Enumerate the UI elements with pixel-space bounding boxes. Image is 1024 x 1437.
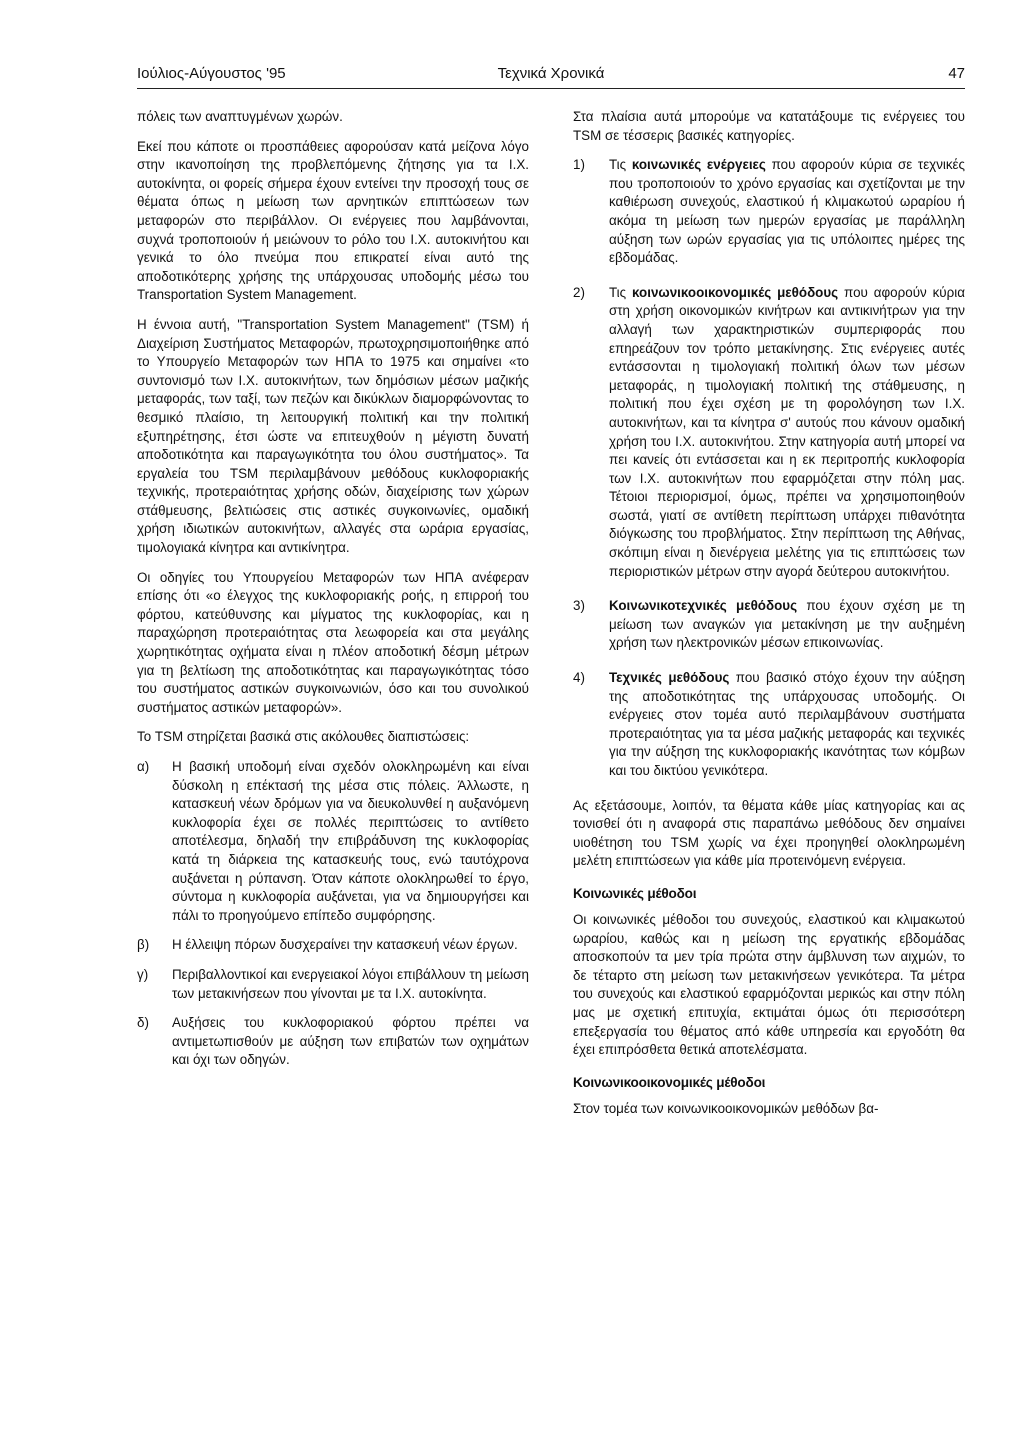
intro-paragraph: Στα πλαίσια αυτά μπορούμε να κατατάξουμε τις ενέργειες του TSM σε τέσσερις βασικές κατηγορίες. (573, 109, 965, 143)
transition-paragraph: Ας εξετάσουμε, λοιπόν, τα θέματα κάθε μίας κατηγορίας και ας τονισθεί ότι η αναφορά στις παραπάνω μεθόδους δεν σημαίνει υιοθέτηση του TSM χωρίς να έχει προηγηθεί ολοκληρωμένη μελέτη επιπτώσεων για κάθε μία προτεινόμενη ενέργεια. (573, 797, 965, 869)
category-text: που αφορούν κύρια σε τεχνικές που τροποποιούν το χρόνο εργασίας και σχετίζονται με την καθιέρωση συνεχούς, ελαστικού ή κλιμακωτού ωραρίου ή ακόμα τη μείωση των ημερών εργασίας με παράλληλη αύξηση των ωρών εργασίας για τις υπόλοιπες ημέρες της εβδομάδας. (609, 157, 965, 266)
list-text: Αυξήσεις του κυκλοφοριακού φόρτου πρέπει να αντιμετωπισθούν με αύξηση των επιβατών των οχημάτων και όχι των οδηγών. (172, 1015, 529, 1068)
list-item (137, 1014, 529, 1070)
list-item (137, 936, 529, 955)
paragraph-1: πόλεις των αναπτυγμένων χωρών. (137, 109, 343, 124)
list-marker: β) (137, 937, 150, 953)
section-heading-socioeconomic: Κοινωνικοοικονομικές μέθοδοι (573, 1074, 766, 1090)
left-column (137, 108, 529, 1081)
category-text: που αφορούν κύρια στη χρήση οικονομικών κινήτρων και αντικινήτρων για την αλλαγή των χαρακτηριστικών συμπεριφοράς που επηρεάζουν τον τρόπο μετακίνησης. Στις ενέργειες αυτές εντάσσονται η τιμολογιακή πολιτική όλων των μέσων μεταφοράς, η τιμολογιακή πολιτική της στάθμευσης, η πολιτική που έχει σχέση με τη φορολόγηση των Ι.Χ. αυτοκινήτων, και τα κίνητρα σ' αυτούς που κάνουν ομαδική χρήση του Ι.Χ. αυτοκινήτου. Στην κατηγορία αυτή μπορεί να πει κανείς ότι εντάσσεται και η εκ περιτροπής κυκλοφορία των Ι.Χ. αυτοκινήτων που εφαρμόζεται στην πόλη μας. Τέτοιοι περιορισμοί, όμως, πρέπει να χρησιμοποιηθούν σωστά, γιατί σε αντίθετη περίπτωση υπάρχει πιθανότητα διόγκωσης του προβλήματος. Στην περίπτωση της Αθήνας, σκόπιμη είναι η διενέργεια μελέτης για τις επιπτώσεις των περιοριστικών μέτρων στην αγορά δεύτερου αυτοκινήτου. (609, 284, 965, 579)
category-text: που έχουν σχέση με τη μείωση των αναγκών για μετακίνηση με την αυξημένη χρήση των ηλεκτρονικών μέσων επικοινωνίας. (609, 598, 965, 651)
paragraph-4: Οι οδηγίες του Υπουργείου Μεταφορών των ΗΠΑ ανέφεραν επίσης ότι «ο έλεγχος της κυκλοφοριακής ροής, η επιρροή του φόρτου, κατεύθυνσης και μίγματος της κυκλοφορίας, και η παραχώρηση προτεραιότητας στα λεωφορεία και στα μεγάλης χωρητικότητας οχήματα είναι η πλέον αποδοτική δέσμη μέτρων για τη βελτίωση της αποδοτικότητας και παραγωγικότητας τόσο του συστήματος αστικών συγκοινωνιών, όσο και του συνολικού συστήματος αστικών μεταφορών». (137, 569, 529, 715)
list-marker: δ) (137, 1015, 149, 1031)
section-text-social: Οι κοινωνικές μέθοδοι του συνεχούς, ελαστικού και κλιμακωτού ωραρίου, καθώς και η μείωση της εργατικής εβδομάδας αποσκοπούν τα μεν τρία πρώτα στην άμβλυνση των αιχμών, το δε τέταρτο στη μείωση των μετακινήσεων γενικότερα. Τα μέτρα του συνεχούς και ελαστικού εφαρμόζονται μερικώς και στην πόλη μας με σχετική επιτυχία, εκτιμάται όμως ότι περισσότερη επεξεργασία του θέματος από κάθε υπηρεσία και εργοδότη θα έχει επιπρόσθετα θετικά αποτελέσματα. (573, 911, 965, 1058)
category-number: 2) (573, 284, 585, 300)
list-text: Η έλλειψη πόρων δυσχεραίνει την κατασκευή νέων έργων. (172, 937, 518, 953)
category-item (573, 597, 965, 653)
list-item (137, 758, 529, 925)
category-term: Κοινωνικοτεχνικές μεθόδους (609, 598, 798, 614)
category-item (573, 669, 965, 781)
category-term: Τεχνικές μεθόδους (609, 670, 730, 686)
category-number: 3) (573, 598, 585, 614)
list-marker: γ) (137, 966, 149, 982)
journal-title: Τεχνικά Χρονικά (497, 65, 605, 82)
right-column (573, 108, 965, 1129)
list-text: Περιβαλλοντικοί και ενεργειακοί λόγοι επιβάλλουν τη μείωση των μετακινήσεων που γίνονται με τα Ι.Χ. αυτοκίνητα. (172, 966, 529, 1001)
paragraph-5: Το TSM στηρίζεται βασικά στις ακόλουθες διαπιστώσεις: (137, 729, 470, 745)
header-rule (137, 88, 965, 89)
list-item (137, 966, 529, 1003)
category-prefix: Τις (609, 284, 627, 300)
issue-date: Ιούλιος-Αύγουστος '95 (137, 65, 286, 82)
category-text: που βασικό στόχο έχουν την αύξηση της αποδοτικότητας της υπάρχουσας υποδομής. Οι ενέργειες στον τομέα αυτό περιλαμβάνουν συστήματα προτεραιότητας για τα μέσα μαζικής μεταφοράς και τεχνικές για την αύξηση της κυκλοφοριακής ικανότητας των κόμβων και του δικτύου γενικότερα. (609, 670, 965, 778)
category-prefix: Τις (609, 157, 627, 173)
running-header (137, 64, 965, 88)
category-number: 1) (573, 157, 585, 173)
category-item (573, 156, 965, 268)
list-text: Η βασική υποδομή είναι σχεδόν ολοκληρωμένη και είναι δύσκολη η επέκτασή της μέσα στις πόλεις. Άλλωστε, η κατασκευή νέων δρόμων για να διευκολυνθεί η αυξανόμενη κυκλοφορία έχει σε πολλές περιπτώσεις το αντίθετο αποτέλεσμα, δηλαδή την επιβράδυνση της κυκλοφορίας κατά τη διάρκεια της κατασκευής τους, ενώ ταυτόχρονα αυξάνεται η ρύπανση. Όταν κάποτε ολοκληρωθεί το έργο, σύντομα η κυκλοφορία αυξάνεται, για να δημιουργήσει και πάλι το προηγούμενο επίπεδο συμφόρησης. (172, 759, 529, 923)
category-item (573, 284, 965, 582)
list-marker: α) (137, 759, 150, 774)
paragraph-3: Η έννοια αυτή, "Transportation System Management" (TSM) ή Διαχείριση Συστήματος Μεταφορών, πρωτοχρησιμοποιήθηκε από το Υπουργείο Μεταφορών των ΗΠΑ το 1975 και σημαίνει «το συντονισμό των Ι.Χ. αυτοκινήτων, των δημόσιων μέσων μαζικής μεταφοράς, των ταξί, των πεζών και δικύκλων διαμορφώνοντας το θεσμικό πλαίσιο, τη λειτουργική πολιτική και την πολιτική εξυπηρέτησης, έτσι ώστε να επιτευχθούν η μέγιστη δυνατή αποδοτικότητα και παραγωγικότητα του όλου συστήματος». Τα εργαλεία του TSM περιλαμβάνουν μεθόδους κυκλοφοριακής τεχνικής, προτεραιότητας χρήσης οδών, διαχείρισης των χώρων στάθμευσης, βελτιώσεις στις αστικές συγκοινωνίες, ομαδική χρήση ιδιωτικών αυτοκινήτων, αλλαγές στα ωράρια εργασίας, τιμολογιακά κίνητρα και αντικίνητρα. (137, 316, 529, 556)
section-text-socioeconomic: Στον τομέα των κοινωνικοοικονομικών μεθόδων βα- (573, 1100, 879, 1116)
paragraph-2: Εκεί που κάποτε οι προσπάθειες αφορούσαν κατά μείζονα λόγο στην ικανοποίηση της προβλεπόμενης ζήτησης για τα Ι.Χ. αυτοκίνητα, οι φορείς σήμερα έχουν εντείνει την προσοχή τους σε θέματα όπως η μείωση των αρνητικών επιπτώσεων των μεταφορών στο περιβάλλον. Οι ενέργειες που λαμβάνονται, συχνά τροποποιούν ή μειώνουν το ρόλο του Ι.Χ. αυτοκινήτου και γενικά το όλο πνεύμα που επικρατεί είναι αυτό της αποδοτικότερης χρήσης της υπάρχουσας υποδομής μέσω του Transportation System Management. (137, 138, 529, 303)
category-term: κοινωνικοοικονομικές μεθόδους (632, 284, 839, 300)
category-term: κοινωνικές ενέργειες (631, 157, 766, 173)
page-number: 47 (948, 65, 965, 82)
category-number: 4) (573, 670, 585, 686)
section-heading-social: Κοινωνικές μέθοδοι (573, 885, 697, 901)
